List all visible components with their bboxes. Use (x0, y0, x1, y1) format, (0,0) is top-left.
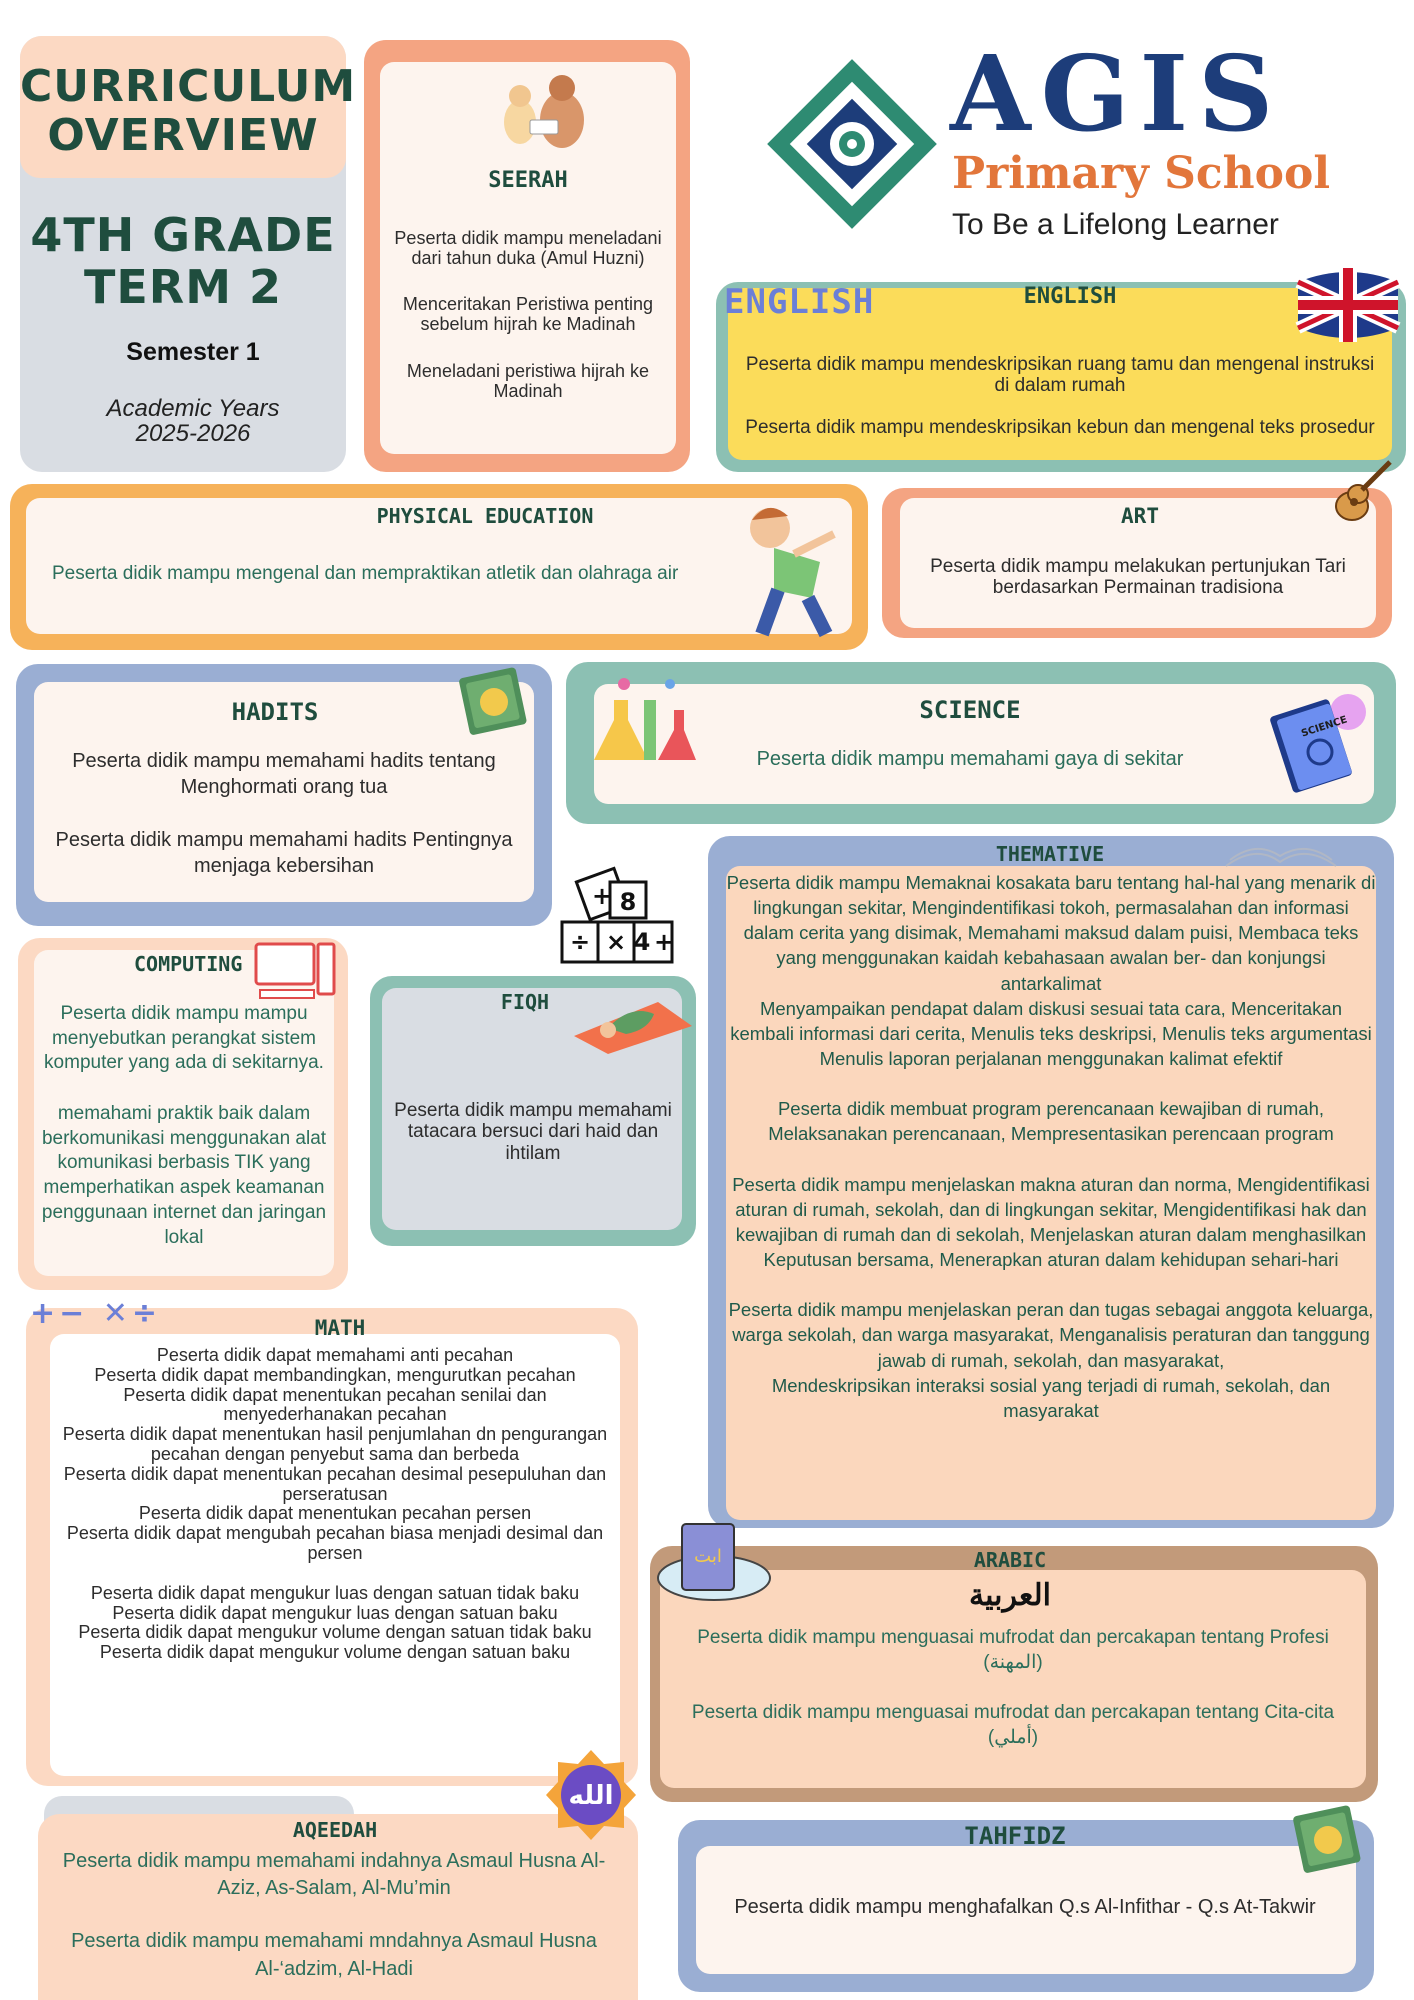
seerah-item-3: Meneladani peristiwa hijrah ke Madinah (406, 360, 650, 401)
arabic-title: العربية (969, 1578, 1051, 1613)
science-text: Peserta didik mampu memahami gaya di sekitar (756, 748, 1184, 770)
computing-body (38, 1002, 330, 1250)
science-book-label: SCIENCE (1299, 714, 1349, 740)
aqeedah-body (44, 1848, 624, 1983)
computing-heading: COMPUTING (134, 952, 243, 976)
thematic-line-4: Peserta didik membuat program perencanaan kewajiban di rumah, Melaksanakan perencanaan, Mempresentasikan perencaan program (768, 1098, 1334, 1145)
thematic-line-2: Menyampaikan pendapat dalam diskusi sesuai tata cara, Menceritakan kembali informasi dari cerita, Menulis teks deskripsi, Menulis teks argumentasi (730, 997, 1372, 1044)
years-line-1: Academic Years (106, 395, 280, 422)
semester-label: Semester 1 (126, 338, 260, 366)
years-line-2: 2025-2026 (135, 420, 251, 448)
math-line-9: Peserta didik dapat mengukur luas dengan satuan baku (112, 1602, 558, 1623)
thematic-line-3: Menulis laporan perjalanan menggunakan kalimat efektif (819, 1048, 1283, 1070)
arabic-body (666, 1626, 1360, 1751)
overview-line-2: OVERVIEW (47, 110, 319, 162)
aqeedah-heading: AQEEDAH (292, 1818, 378, 1842)
grade-line-1: 4TH GRADE (30, 208, 336, 262)
math-symbols-icon: +− ✕÷ (30, 1296, 161, 1331)
math-line-5: Peserta didik dapat menentukan pecahan desimal pesepuluhan dan perseratusan (63, 1463, 607, 1504)
hadits-body (40, 748, 528, 880)
block-symbol-4: × (605, 928, 627, 956)
quran-book-icon-2 (1290, 1800, 1370, 1878)
art-heading: ART (1121, 504, 1159, 528)
open-book-icon (1216, 834, 1346, 874)
art-text: Peserta didik mampu melakukan pertunjukan Tari berdasarkan Permainan tradisiona (930, 556, 1346, 599)
hadits-item-1: Peserta didik mampu memahami hadits tentang Menghormati orang tua (72, 750, 496, 799)
overview-line-1: CURRICULUM (20, 61, 357, 112)
thematic-line-7: Mendeskripsikan interaksi sosial yang terjadi di rumah, sekolah, dan masyarakat (771, 1374, 1331, 1421)
thematic-heading: THEMATIVE (995, 842, 1105, 866)
math-heading: MATH (314, 1316, 366, 1340)
arabic-book-label: ابت (694, 1546, 722, 1567)
school-name: AGIS (950, 32, 1284, 155)
block-symbol-2: 8 (619, 888, 637, 916)
science-heading: SCIENCE (919, 696, 1021, 724)
academic-years (20, 396, 366, 446)
thematic-body (726, 870, 1376, 1423)
math-line-11: Peserta didik dapat mengukur volume dengan satuan baku (99, 1642, 571, 1663)
physical-education-heading: PHYSICAL EDUCATION (376, 504, 594, 528)
allah-badge-text: الله (568, 1781, 614, 1811)
praying-figure-icon (568, 984, 698, 1054)
agis-emblem-icon (764, 56, 940, 232)
math-line-6: Peserta didik dapat menentukan pecahan persen (138, 1503, 532, 1524)
computing-item-1: Peserta didik mampu mampu menyebutkan perangkat sistem komputer yang ada di sekitarnya. (44, 1003, 324, 1074)
physical-education-text: Peserta didik mampu mengenal dan mempraktikan atletik dan olahraga air (52, 563, 679, 584)
hadits-heading: HADITS (231, 698, 319, 726)
quran-book-icon (456, 662, 536, 740)
aqeedah-item-2: Peserta didik mampu memahami mndahnya Asmaul Husna Al-‘adzim, Al-Hadi (71, 1930, 597, 1980)
english-badge-text: ENGLISH (724, 282, 875, 322)
english-heading: ENGLISH (1023, 284, 1117, 309)
hadits-item-2: Peserta didik mampu memahami hadits Pentingnya menjaga kebersihan (55, 828, 513, 878)
math-line-7: Peserta didik dapat mengubah pecahan biasa menjadi desimal dan persen (66, 1523, 604, 1563)
english-item-1: Peserta didik mampu mendeskripsikan ruang tamu dan mengenal instruksi di dalam rumah (745, 354, 1375, 397)
tahfidz-heading: TAHFIDZ (964, 1822, 1066, 1850)
block-symbol-5: 4 (633, 928, 651, 956)
math-line-10: Peserta didik dapat mengukur volume dengan satuan tidak baku (78, 1622, 592, 1643)
seerah-heading: SEERAH (488, 168, 568, 193)
school-type: Primary School (952, 148, 1331, 199)
seerah-item-1: Peserta didik mampu meneladani dari tahun duka (Amul Huzni) (394, 228, 662, 269)
fiqh-heading: FIQH (500, 990, 550, 1014)
grade-line-2: TERM 2 (83, 259, 283, 314)
arabic-item-1: Peserta didik mampu menguasai mufrodat dan percakapan tentang Profesi (المهنة) (697, 1627, 1329, 1673)
thematic-line-1: Peserta didik mampu Memaknai kosakata baru tentang hal-hal yang menarik di lingkungan sekitar, Mengindentifikasi tokoh, permasalahan dan informasi dalam cerita yang disimak, Memahami maksud dalam puisi, Membaca teks yang menggunakan kaidah kebahasaan awalan ber- dan konjungsi antarkalimat (726, 872, 1376, 994)
math-line-2: Peserta didik dapat membandingkan, mengurutkan pecahan (94, 1364, 576, 1385)
thematic-line-6: Peserta didik mampu menjelaskan peran dan tugas sebagai anggota keluarga, warga sekolah, dan warga masyarakat, Menganalisis peraturan dan tanggung jawab di rumah, sekolah, dan masyarakat, (728, 1299, 1374, 1371)
math-line-8: Peserta didik dapat mengukur luas dengan satuan tidak baku (90, 1582, 580, 1603)
arabic-item-2: Peserta didik mampu menguasai mufrodat dan percakapan tentang Cita-cita (أملي) (691, 1702, 1335, 1749)
tahfidz-text: Peserta didik mampu menghafalkan Q.s Al-Infithar - Q.s At-Takwir (734, 1896, 1316, 1918)
overview-title (20, 61, 357, 162)
block-symbol-6: + (653, 928, 675, 956)
english-item-2: Peserta didik mampu mendeskripsikan kebun dan mengenal teks prosedur (745, 416, 1375, 438)
guitar-icon (1322, 456, 1398, 528)
fiqh-text: Peserta didik mampu memahami tatacara bersuci dari haid dan ihtilam (394, 1100, 672, 1164)
arabic-book-cloud-icon (652, 1514, 776, 1614)
seerah-item-2: Menceritakan Peristiwa penting sebelum hijrah ke Madinah (402, 294, 654, 335)
thematic-line-5: Peserta didik mampu menjelaskan makna aturan dan norma, Mengidentifikasi aturan di rumah, sekolah, dan di lingkungan sekitar, Mengidentifikasi hak dan kewajiban di rumah dan di sekolah, Menjelaskan aturan dalam menghasilkan Keputusan bersama, Menerapkan aturan dalam kehidupan sehari-hari (732, 1173, 1370, 1271)
reading-girls-icon (490, 60, 590, 150)
math-blocks-icon (554, 846, 684, 972)
english-badge (724, 282, 874, 322)
uk-flag-icon (1290, 262, 1406, 348)
math-body (52, 1346, 618, 1663)
grade-title (20, 210, 346, 313)
math-line-3: Peserta didik dapat menentukan pecahan senilai dan menyederhanakan pecahan (123, 1384, 547, 1425)
seerah-body (384, 228, 672, 401)
computer-icon (252, 940, 340, 1004)
allah-calligraphy-badge-icon (544, 1748, 638, 1842)
lab-flasks-icon (584, 670, 698, 770)
math-line-4: Peserta didik dapat menentukan hasil penjumlahan dn pengurangan pecahan dengan penyebut sama dan berbeda (62, 1424, 608, 1464)
arabic-heading: ARABIC (973, 1548, 1047, 1572)
computing-item-2: memahami praktik baik dalam berkomunikasi menggunakan alat komunikasi berbasis TIK yang memperhatikan aspek keamanan penggunaan internet dan jaringan lokal (41, 1103, 327, 1248)
english-body (744, 354, 1376, 438)
math-line-1: Peserta didik dapat memahami anti pecahan (156, 1345, 514, 1365)
science-book-icon (1266, 686, 1372, 796)
block-symbol-3: ÷ (569, 928, 591, 956)
stretching-boy-icon (734, 494, 854, 644)
school-tagline: To Be a Lifelong Learner (952, 208, 1279, 241)
block-symbol-1: + (591, 882, 613, 910)
aqeedah-item-1: Peserta didik mampu memahami indahnya Asmaul Husna Al-Aziz, As-Salam, Al-Mu’min (62, 1850, 606, 1900)
